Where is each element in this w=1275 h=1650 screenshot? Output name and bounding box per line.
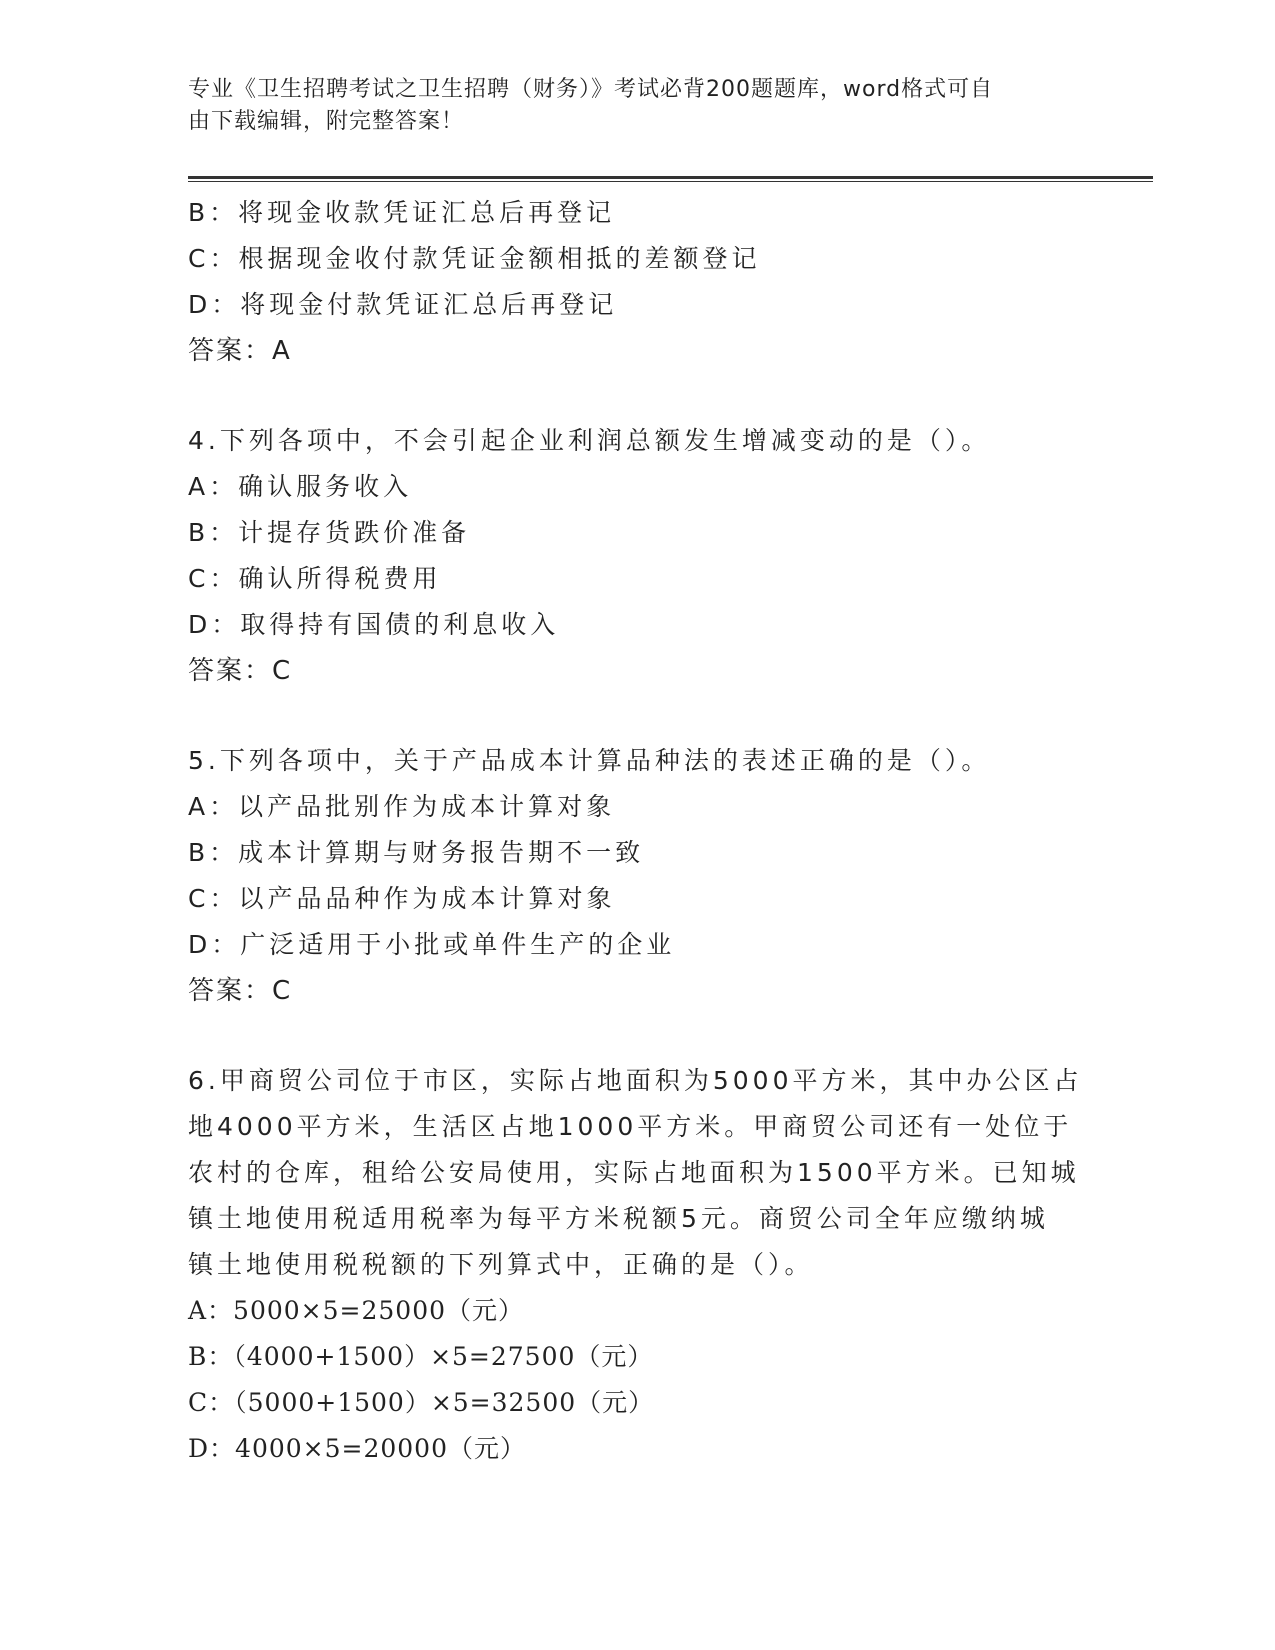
q5-option-a: A：以产品批别作为成本计算对象 [188, 792, 616, 821]
q3-option-b: B：将现金收款凭证汇总后再登记 [188, 198, 616, 227]
header-line-2: 由下载编辑，附完整答案！ [188, 109, 465, 134]
question-3-tail [188, 190, 1088, 374]
q4-option-d: D：取得持有国债的利息收入 [188, 610, 560, 639]
q5-option-d: D：广泛适用于小批或单件生产的企业 [188, 930, 676, 959]
q4-option-b: B：计提存货跌价准备 [188, 518, 471, 547]
q5-option-b: B：成本计算期与财务报告期不一致 [188, 838, 645, 867]
question-4 [188, 418, 1088, 694]
q3-option-c: C：根据现金收付款凭证金额相抵的差额登记 [188, 244, 761, 273]
q5-answer: 答案：C [188, 976, 293, 1006]
question-content [188, 190, 1088, 1472]
q6-option-a: A：5000×5=25000（元） [188, 1296, 525, 1325]
q6-option-b: B：（4000+1500）×5=27500（元） [188, 1342, 654, 1371]
q5-stem: 5.下列各项中，关于产品成本计算品种法的表述正确的是（）。 [188, 746, 991, 775]
q3-option-d: D：将现金付款凭证汇总后再登记 [188, 290, 618, 319]
q6-stem-line: 6.甲商贸公司位于市区，实际占地面积为5000平方米，其中办公区占 [188, 1066, 1083, 1095]
q3-answer: 答案：A [188, 336, 292, 366]
header-rule-thick [188, 176, 1153, 179]
q5-option-c: C：以产品品种作为成本计算对象 [188, 884, 616, 913]
header-rule-thin [188, 181, 1153, 182]
q6-option-c: C：（5000+1500）×5=32500（元） [188, 1388, 655, 1417]
q6-stem-line: 镇土地使用税适用税率为每平方米税额5元。商贸公司全年应缴纳城 [188, 1204, 1049, 1233]
q6-stem-line: 农村的仓库，租给公安局使用，实际占地面积为1500平方米。已知城 [188, 1158, 1080, 1187]
question-6 [188, 1058, 1088, 1472]
header-line-1: 专业《卫生招聘考试之卫生招聘（财务）》考试必背200题题库，word格式可自 [188, 77, 994, 102]
spacer [188, 694, 1088, 738]
document-header [188, 74, 1068, 138]
question-5 [188, 738, 1088, 1014]
q6-stem-line: 镇土地使用税税额的下列算式中，正确的是（）。 [188, 1250, 814, 1279]
q4-option-a: A：确认服务收入 [188, 472, 413, 501]
spacer [188, 374, 1088, 418]
q6-stem-line: 地4000平方米，生活区占地1000平方米。甲商贸公司还有一处位于 [188, 1112, 1073, 1141]
q6-option-d: D：4000×5=20000（元） [188, 1434, 526, 1463]
q4-stem: 4.下列各项中，不会引起企业利润总额发生增减变动的是（）。 [188, 426, 991, 455]
q4-answer: 答案：C [188, 656, 293, 686]
spacer [188, 1014, 1088, 1058]
q4-option-c: C：确认所得税费用 [188, 564, 442, 593]
